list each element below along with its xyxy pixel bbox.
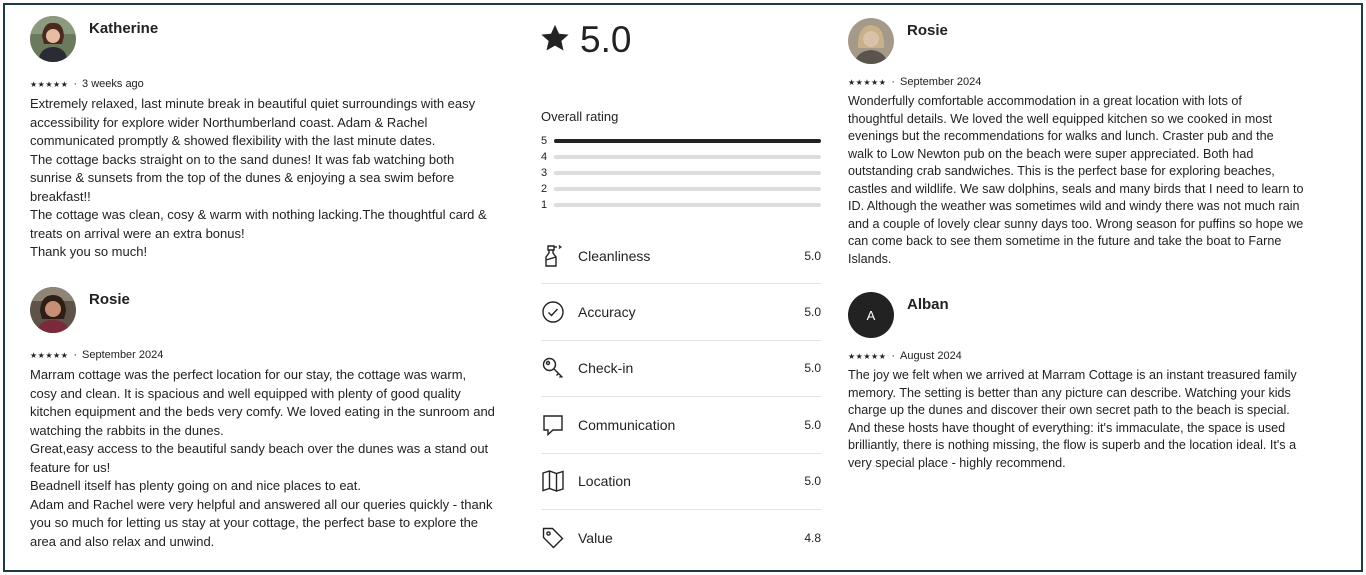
review-card	[848, 292, 1336, 472]
bar-track	[554, 203, 821, 207]
category-label: Accuracy	[578, 304, 636, 321]
bar-track	[554, 155, 821, 159]
overall-score	[540, 19, 631, 61]
rating-bar-row	[541, 197, 821, 213]
category-label: Check-in	[578, 360, 634, 377]
tag-icon	[541, 526, 565, 550]
review-meta	[30, 348, 525, 362]
bar-track	[554, 139, 821, 143]
reviewer-name: Rosie	[89, 291, 130, 308]
star-rating: ★★★★★	[848, 351, 887, 361]
category-label: Location	[578, 473, 631, 490]
reviewer-name: Rosie	[907, 22, 948, 39]
spray-bottle-icon	[541, 244, 565, 268]
category-row-accuracy	[541, 284, 821, 340]
separator-dot: ·	[73, 78, 78, 90]
reviewer-header	[848, 18, 1336, 66]
bar-star-label: 1	[541, 199, 548, 211]
rating-bar-row	[541, 149, 821, 165]
category-value: 5.0	[804, 417, 821, 432]
key-icon	[541, 356, 565, 380]
category-row-cleanliness	[541, 228, 821, 284]
review-date: August 2024	[900, 350, 962, 362]
category-value: 5.0	[804, 305, 821, 320]
reviewer-header	[848, 292, 1336, 340]
avatar[interactable]	[30, 16, 76, 62]
reviewer-name: Katherine	[89, 20, 159, 37]
avatar[interactable]	[30, 287, 76, 333]
review-date: 3 weeks ago	[82, 78, 144, 90]
category-row-value	[541, 510, 821, 566]
star-rating: ★★★★★	[848, 77, 887, 87]
review-text: The joy we felt when we arrived at Marram Cottage is an instant treasured family memory. The setting is better than any picture can describe. Watching your kids charge up the dunes and discover their own secret path to the beach is special. And these hosts have thought of everything: it's immaculate, the space is used brilliantly, there is nothing missing, the flow is superb and the location ideal. It's a very special place - highly recommend.	[848, 368, 1297, 470]
category-row-communication	[541, 397, 821, 453]
category-value: 5.0	[804, 248, 821, 263]
separator-dot: ·	[891, 350, 896, 362]
category-ratings	[541, 228, 821, 566]
review-text: Wonderfully comfortable accommodation in a great location with lots of thoughtful details. We loved the well equipped kitchen so we cooked in most evenings but the recommendations for walks and lunch. Craster pub and the walk to Low Newton pub on the beach were super appreciated. Both had outstanding crab sandwiches. This is the perfect base for exploring beaches, castles and wildlife. We saw dolphins, seals and many birds that I need to learn to ID. Although the weather was sometimes wild and windy there was not much rain and a couple of lovely clear sunny days too. Wrong season for puffins so hope we can come back to see them sometime in the future and take the boat to Farne Islands.	[848, 94, 1304, 266]
avatar[interactable]: A	[848, 292, 894, 338]
reviewer-name: Alban	[907, 296, 949, 313]
category-value: 4.8	[804, 531, 821, 546]
overall-score-value: 5.0	[580, 19, 632, 60]
review-meta	[848, 349, 1336, 363]
rating-bar-row	[541, 165, 821, 181]
separator-dot: ·	[891, 76, 896, 88]
category-value: 5.0	[804, 474, 821, 489]
overall-rating-label: Overall rating	[541, 109, 619, 124]
speech-bubble-icon	[541, 413, 565, 437]
bar-star-label: 5	[541, 135, 548, 147]
bar-star-label: 3	[541, 167, 548, 179]
bar-star-label: 2	[541, 183, 548, 195]
review-card	[848, 18, 1336, 268]
map-icon	[541, 469, 565, 493]
star-icon	[540, 23, 570, 58]
category-label: Communication	[578, 416, 676, 433]
category-label: Cleanliness	[578, 247, 651, 264]
reviews-panel	[3, 3, 1363, 572]
reviewer-header	[30, 16, 525, 64]
reviewer-header	[30, 287, 525, 335]
separator-dot: ·	[73, 349, 78, 361]
category-row-location	[541, 454, 821, 510]
avatar[interactable]	[848, 18, 894, 64]
star-rating: ★★★★★	[30, 79, 69, 89]
category-label: Value	[578, 530, 613, 547]
rating-bar-row	[541, 133, 821, 149]
category-row-check-in	[541, 341, 821, 397]
bar-star-label: 4	[541, 151, 548, 163]
review-card	[30, 16, 525, 262]
rating-bar-row	[541, 181, 821, 197]
review-card	[30, 287, 525, 551]
review-date: September 2024	[82, 349, 164, 361]
category-value: 5.0	[804, 361, 821, 376]
review-text: Extremely relaxed, last minute break in beautiful quiet surroundings with easy accessibility for explore wider Northumberland coast. Adam & Rachel communicated promptly & showed flexibility with the last minute dates. The cottage backs straight on to the sand dunes! It was fab watching both sunrise & sunsets from the top of the dunes & enjoying a sea swim before breakfast!! The cottage was clean, cosy & warm with nothing lacking.The thoughtful card & treats on arrival were an extra bonus! Thank you so much!	[30, 96, 487, 259]
rating-distribution	[541, 133, 821, 213]
review-date: September 2024	[900, 76, 982, 88]
star-rating: ★★★★★	[30, 350, 69, 360]
check-circle-icon	[541, 300, 565, 324]
bar-fill	[554, 139, 821, 143]
review-text: Marram cottage was the perfect location for our stay, the cottage was warm, cosy and clean. It is spacious and well equipped with plenty of good quality kitchen equipment and the beds very comfy. We loved eating in the sunroom and watching the rabbits in the dunes. Great,easy access to the beautiful sandy beach over the dunes was a stand out feature for us! Beadnell itself has plenty going on and nice places to eat. Adam and Rachel were very helpful and answered all our queries quickly - thank you so much for letting us stay at your cottage, the perfect base to explore the area and also relax and unwind.	[30, 367, 495, 549]
review-meta	[30, 77, 525, 91]
review-meta	[848, 75, 1336, 89]
bar-track	[554, 187, 821, 191]
bar-track	[554, 171, 821, 175]
